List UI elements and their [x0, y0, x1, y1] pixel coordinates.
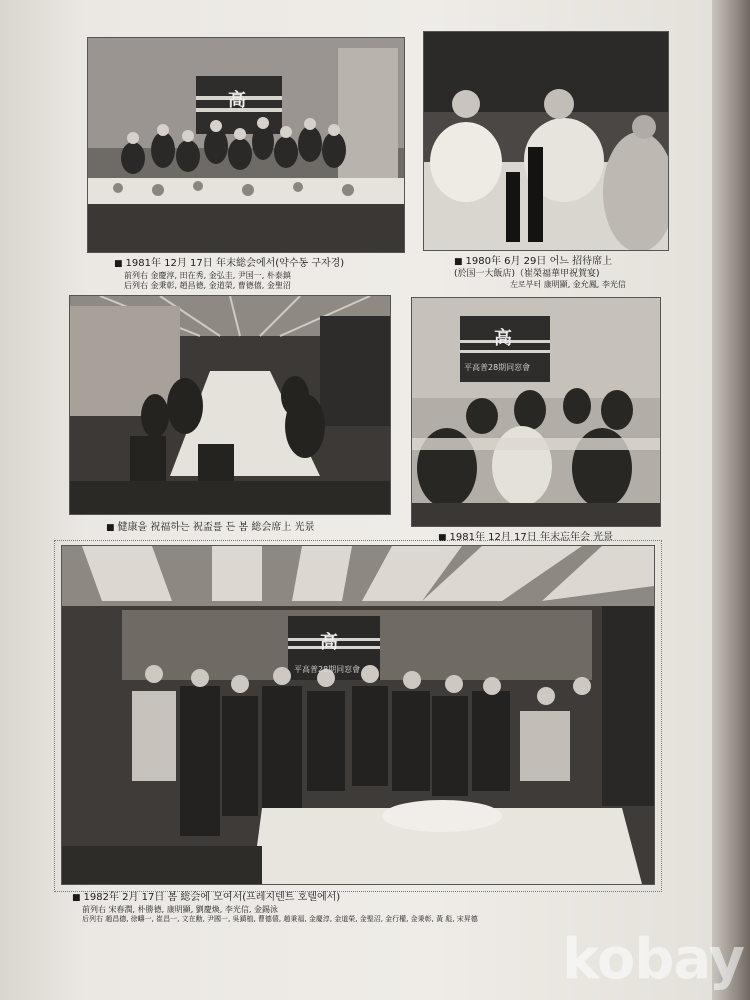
caption-photo-2: ■ 1980年 6月 29日 어느 招待席上 (於国一大飯店)（崔榮福華甲祝賀宴) 左로부터 康明顯, 金允鳳, 李光信	[454, 256, 626, 289]
caption-location: (於国一大飯店)（崔榮福華甲祝賀宴)	[454, 268, 600, 279]
banner-emblem: 高	[320, 632, 338, 653]
banner-text: 平高普28期同窓會	[294, 665, 361, 674]
watermark-logo: kobay	[562, 927, 744, 992]
caption-photo-3: ■ 健康을 祝福하는 祝盃를 든 봄 総会席上 光景	[106, 522, 315, 533]
banner-emblem: 高	[228, 90, 246, 111]
caption-back-row: 后列右 趙昌德, 徐疇一, 崔昌一, 文在勳, 尹國一, 吳鎮植, 曹德僖, 趙秉福, 金慶淳, 金道榮, 金聖沼, 金行權, 金秉彰, 黃 彪, 宋昇德	[82, 914, 478, 923]
caption-title: 1981年 12月 17日 年末忘年会 光景	[449, 532, 614, 543]
caption-front-row: 前列右 宋春潤, 朴勝德, 康明顯, 劉慶煥, 李光信, 金錫泳	[82, 904, 278, 914]
banner-emblem: 高	[494, 328, 512, 349]
caption-front-row: 前列右 金慶淳, 田在秀, 金弘圭, 尹国一, 朴泰鎮	[124, 270, 291, 280]
caption-back-row: 后列右 金秉彰, 趙昌德, 金道榮, 曹德僖, 金聖沼	[124, 280, 291, 290]
photo-spring-meeting-1982	[62, 546, 654, 884]
caption-title: 健康을 祝福하는 祝盃를 든 봄 総会席上 光景	[117, 522, 315, 533]
banner-text: 平高普28期同窓會	[464, 363, 531, 372]
caption-photo-4: ■ 1981年 12月 17日 年末忘年会 光景	[438, 532, 614, 543]
caption-title: 1982年 2月 17日 봄 総会에 모여서(프레지덴트 호텔에서)	[83, 892, 341, 903]
photo-year-end-party-1981	[412, 298, 660, 526]
caption-photo-5: ■ 1982年 2月 17日 봄 総会에 모여서(프레지덴트 호텔에서) 前列右 宋春潤, 朴勝德, 康明顯, 劉慶煥, 李光信, 金錫泳 后列右 趙昌德, 徐疇一, 崔昌一, 文在勳, 尹國一, 吳鎮植, 曹德僖, 趙秉福, 金慶淳, 金道榮, 金聖沼, 金行權, 金秉彰, 黃 彪, 宋昇德	[72, 892, 478, 923]
photo-year-end-meeting-1981	[88, 38, 404, 252]
caption-people: 左로부터 康明顯, 金允鳳, 李光信	[510, 279, 626, 289]
photo-toast-spring-meeting	[70, 296, 390, 514]
caption-title: 1981年 12月 17日 年末総会에서(약수동 구자경)	[125, 258, 345, 269]
caption-title: 1980年 6月 29日 어느 招待席上	[465, 256, 613, 267]
caption-photo-1: ■ 1981年 12月 17日 年末総会에서(약수동 구자경) 前列右 金慶淳, 田在秀, 金弘圭, 尹国一, 朴泰鎮 后列右 金秉彰, 趙昌德, 金道榮, 曹德僖, 金聖沼	[114, 258, 345, 290]
page-edge-shadow	[712, 0, 750, 1000]
photo-invitation-1980	[424, 32, 668, 250]
